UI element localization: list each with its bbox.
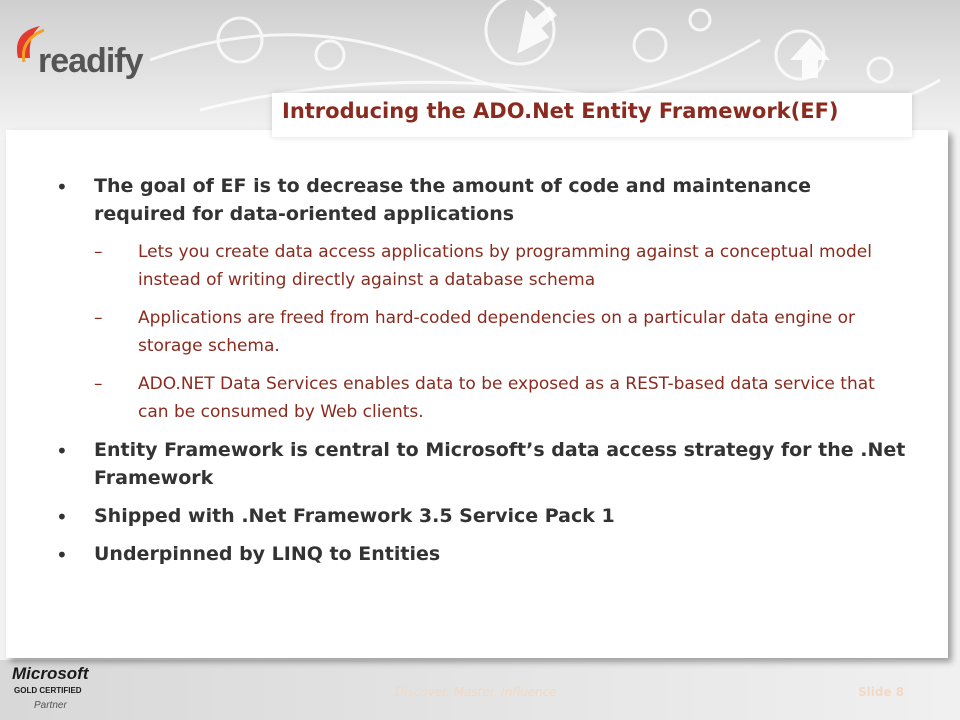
title-box xyxy=(272,93,912,137)
sub-bullet-text: Lets you create data access applications by programming against a conceptual model instead of writing directly against a database schema xyxy=(138,242,872,290)
bullet-text: Underpinned by LINQ to Entities xyxy=(94,543,441,565)
sub-dash: – xyxy=(94,308,103,328)
bullet-3 xyxy=(56,502,906,530)
partner-level: GOLD CERTIFIED xyxy=(14,686,82,695)
bullet-1 xyxy=(56,172,906,228)
bullet-dot: • xyxy=(56,175,68,199)
sub-dash: – xyxy=(94,242,103,262)
slide-title: Introducing the ADO.Net Entity Framework(EF) xyxy=(282,99,839,123)
bullet-2 xyxy=(56,436,906,492)
sub-bullet-text: ADO.NET Data Services enables data to be exposed as a REST-based data service that can be consumed by Web clients. xyxy=(138,374,875,422)
bullet-dot: • xyxy=(56,543,68,567)
bullet-text: Entity Framework is central to Microsoft’s data access strategy for the .Net Framework xyxy=(94,439,906,489)
footer-tagline: Discover, Master, Influence xyxy=(395,685,557,699)
bullet-dot: • xyxy=(56,439,68,463)
sub-bullet-2 xyxy=(94,304,906,360)
sub-bullet-3 xyxy=(94,370,906,426)
slide-content xyxy=(56,172,906,578)
readify-logo xyxy=(10,18,143,80)
bullet-text: The goal of EF is to decrease the amount of code and maintenance required for data-oriented applications xyxy=(94,175,812,225)
bullet-dot: • xyxy=(56,505,68,529)
sub-bullet-1 xyxy=(94,238,906,294)
slide-number: Slide 8 xyxy=(858,685,905,699)
sub-dash: – xyxy=(94,374,103,394)
partner-brand: Microsoft xyxy=(12,664,89,683)
microsoft-partner-logo xyxy=(12,664,112,718)
sub-bullet-text: Applications are freed from hard-coded dependencies on a particular data engine or storage schema. xyxy=(138,308,856,356)
bullet-4 xyxy=(56,540,906,568)
bullet-text: Shipped with .Net Framework 3.5 Service Pack 1 xyxy=(94,505,615,527)
partner-word: Partner xyxy=(34,700,67,711)
logo-text: readify xyxy=(38,42,143,80)
